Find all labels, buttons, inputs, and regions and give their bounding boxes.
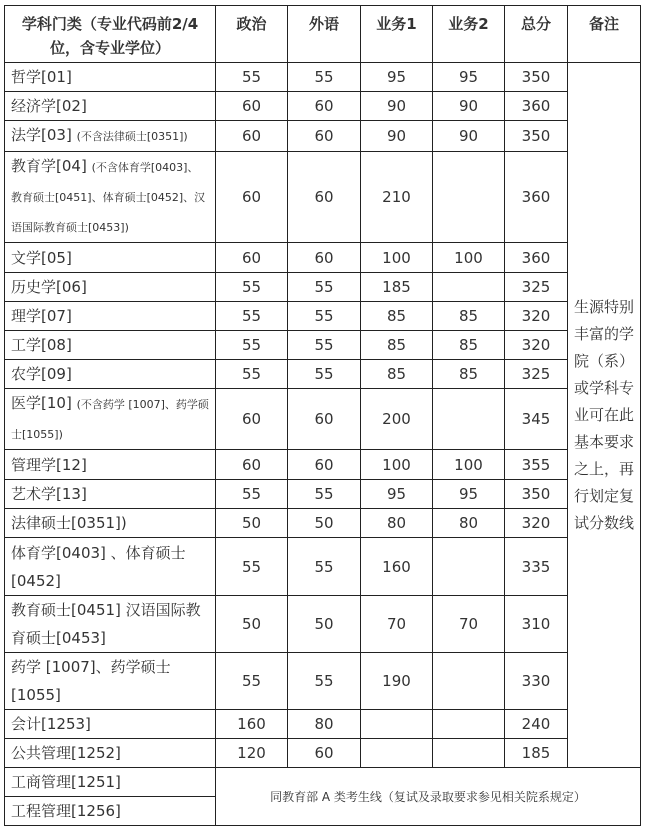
score-cell: 55 [216, 480, 288, 509]
discipline-cell [5, 243, 216, 273]
table-row [5, 273, 641, 302]
score-cell: 90 [433, 92, 505, 121]
table-row [5, 331, 641, 360]
merged-note-cell: 同教育部 A 类考生线（复试及录取要求参见相关院系规定） [216, 768, 641, 826]
discipline-cell [5, 92, 216, 121]
score-cell: 55 [216, 538, 288, 596]
discipline-name: 体育学[0403] 、体育硕士[0452] [11, 543, 186, 590]
score-cell: 90 [361, 92, 433, 121]
score-cell: 60 [216, 121, 288, 152]
discipline-cell [5, 450, 216, 480]
score-cell: 85 [361, 331, 433, 360]
table-row [5, 302, 641, 331]
discipline-cell [5, 331, 216, 360]
score-cell: 160 [216, 710, 288, 739]
score-cell [361, 710, 433, 739]
score-cell: 120 [216, 739, 288, 768]
score-cell: 60 [288, 243, 361, 273]
score-cell: 55 [216, 653, 288, 710]
score-cell: 55 [288, 331, 361, 360]
score-cell: 185 [361, 273, 433, 302]
score-cell: 60 [288, 121, 361, 152]
score-cell: 240 [505, 710, 568, 739]
table-row [5, 152, 641, 243]
score-cell: 325 [505, 273, 568, 302]
score-cell: 345 [505, 389, 568, 450]
discipline-name: 药学 [1007]、药学硕士[1055] [11, 658, 171, 704]
score-cell [433, 389, 505, 450]
discipline-note: (不含体育学[0403]、教育硕士[0451]、体育硕士[0452]、汉语国际教育硕士[0453]) [11, 161, 206, 234]
discipline-name: 艺术学[13] [11, 485, 87, 503]
score-cell: 320 [505, 302, 568, 331]
score-cell: 55 [216, 331, 288, 360]
table-row [5, 768, 641, 797]
score-cell: 330 [505, 653, 568, 710]
score-cell: 350 [505, 480, 568, 509]
discipline-name: 会计[1253] [11, 715, 91, 733]
header-row [5, 6, 641, 63]
discipline-name: 法律硕士[0351]) [11, 514, 127, 532]
discipline-note: (不含药学 [1007]、药学硕士[1055]) [11, 398, 209, 441]
score-cell: 350 [505, 121, 568, 152]
column-header: 总分 [505, 6, 568, 63]
discipline-name: 教育学[04] [11, 157, 92, 175]
score-cell: 55 [216, 63, 288, 92]
table-row [5, 92, 641, 121]
discipline-cell [5, 302, 216, 331]
score-cell: 95 [361, 63, 433, 92]
score-cell: 55 [288, 273, 361, 302]
score-cell: 100 [361, 450, 433, 480]
score-cell: 50 [216, 596, 288, 653]
score-cell: 360 [505, 92, 568, 121]
score-cell: 360 [505, 243, 568, 273]
score-cell: 70 [361, 596, 433, 653]
score-cell: 85 [433, 302, 505, 331]
score-cell: 70 [433, 596, 505, 653]
table-row [5, 538, 641, 596]
table-row [5, 596, 641, 653]
discipline-name: 经济学[02] [11, 97, 87, 115]
discipline-name: 工学[08] [11, 336, 72, 354]
score-cell: 60 [216, 243, 288, 273]
discipline-cell [5, 63, 216, 92]
column-header: 政治 [216, 6, 288, 63]
table-row [5, 389, 641, 450]
discipline-cell [5, 121, 216, 152]
score-cell: 310 [505, 596, 568, 653]
score-cell [361, 739, 433, 768]
discipline-cell [5, 480, 216, 509]
discipline-cell [5, 152, 216, 243]
discipline-name: 理学[07] [11, 307, 72, 325]
discipline-cell [5, 389, 216, 450]
discipline-cell [5, 710, 216, 739]
score-cell [433, 538, 505, 596]
score-cell: 185 [505, 739, 568, 768]
score-cell [433, 739, 505, 768]
score-cell: 60 [216, 92, 288, 121]
score-cell [433, 710, 505, 739]
column-header: 业务2 [433, 6, 505, 63]
table-row [5, 509, 641, 538]
remark-cell: 生源特别丰富的学院（系）或学科专业可在此基本要求之上，再行划定复试分数线 [568, 63, 641, 768]
score-cell: 360 [505, 152, 568, 243]
score-cell: 160 [361, 538, 433, 596]
score-cell: 320 [505, 331, 568, 360]
score-cell: 60 [216, 450, 288, 480]
score-cell: 55 [216, 302, 288, 331]
score-cell: 55 [288, 538, 361, 596]
table-row [5, 739, 641, 768]
discipline-cell [5, 739, 216, 768]
score-cell: 85 [361, 302, 433, 331]
discipline-cell: 工商管理[1251] [5, 768, 216, 797]
score-cell: 85 [433, 360, 505, 389]
discipline-name: 文学[05] [11, 248, 72, 267]
score-cell: 55 [288, 653, 361, 710]
discipline-cell [5, 360, 216, 389]
score-cell: 210 [361, 152, 433, 243]
table-row [5, 710, 641, 739]
discipline-cell [5, 538, 216, 596]
column-header: 备注 [568, 6, 641, 63]
table-row [5, 243, 641, 273]
discipline-name: 公共管理[1252] [11, 744, 121, 762]
score-cell: 60 [288, 92, 361, 121]
score-cell: 100 [433, 243, 505, 273]
score-cell: 80 [433, 509, 505, 538]
table-row [5, 450, 641, 480]
score-cell: 60 [216, 152, 288, 243]
discipline-name: 教育硕士[0451] 汉语国际教育硕士[0453] [11, 601, 201, 647]
score-cell: 95 [433, 480, 505, 509]
score-cell [433, 653, 505, 710]
discipline-cell: 工程管理[1256] [5, 797, 216, 826]
discipline-name: 医学[10] [11, 394, 77, 412]
score-cell: 60 [288, 389, 361, 450]
score-cell [433, 152, 505, 243]
score-cell: 50 [288, 596, 361, 653]
score-cell: 55 [216, 360, 288, 389]
score-cell: 350 [505, 63, 568, 92]
table-row [5, 63, 641, 92]
discipline-cell [5, 596, 216, 653]
discipline-name: 法学[03] [11, 126, 77, 144]
score-cell: 335 [505, 538, 568, 596]
discipline-cell [5, 653, 216, 710]
score-table [4, 5, 641, 826]
score-cell: 60 [288, 739, 361, 768]
discipline-name: 哲学[01] [11, 68, 72, 86]
table-row [5, 653, 641, 710]
score-cell: 190 [361, 653, 433, 710]
score-cell: 55 [288, 63, 361, 92]
score-cell: 90 [361, 121, 433, 152]
table-row [5, 480, 641, 509]
score-cell: 50 [288, 509, 361, 538]
discipline-name: 管理学[12] [11, 455, 87, 474]
score-cell: 80 [288, 710, 361, 739]
score-cell: 60 [288, 450, 361, 480]
score-cell: 95 [433, 63, 505, 92]
score-cell: 100 [361, 243, 433, 273]
score-cell: 355 [505, 450, 568, 480]
score-cell: 90 [433, 121, 505, 152]
score-cell: 55 [288, 302, 361, 331]
score-cell: 320 [505, 509, 568, 538]
score-cell: 50 [216, 509, 288, 538]
score-cell: 325 [505, 360, 568, 389]
score-cell: 55 [288, 480, 361, 509]
score-cell: 60 [288, 152, 361, 243]
score-cell [433, 273, 505, 302]
column-header: 学科门类（专业代码前2/4位，含专业学位） [5, 6, 216, 63]
table-row [5, 360, 641, 389]
discipline-note: (不含法律硕士[0351]) [76, 130, 188, 143]
score-cell: 95 [361, 480, 433, 509]
discipline-cell [5, 509, 216, 538]
discipline-name: 农学[09] [11, 365, 72, 383]
discipline-name: 历史学[06] [11, 278, 87, 296]
discipline-cell [5, 273, 216, 302]
score-cell: 85 [433, 331, 505, 360]
score-cell: 60 [216, 389, 288, 450]
score-cell: 100 [433, 450, 505, 480]
column-header: 业务1 [361, 6, 433, 63]
column-header: 外语 [288, 6, 361, 63]
table-row [5, 121, 641, 152]
score-cell: 80 [361, 509, 433, 538]
score-cell: 55 [216, 273, 288, 302]
score-cell: 200 [361, 389, 433, 450]
score-cell: 55 [288, 360, 361, 389]
score-cell: 85 [361, 360, 433, 389]
